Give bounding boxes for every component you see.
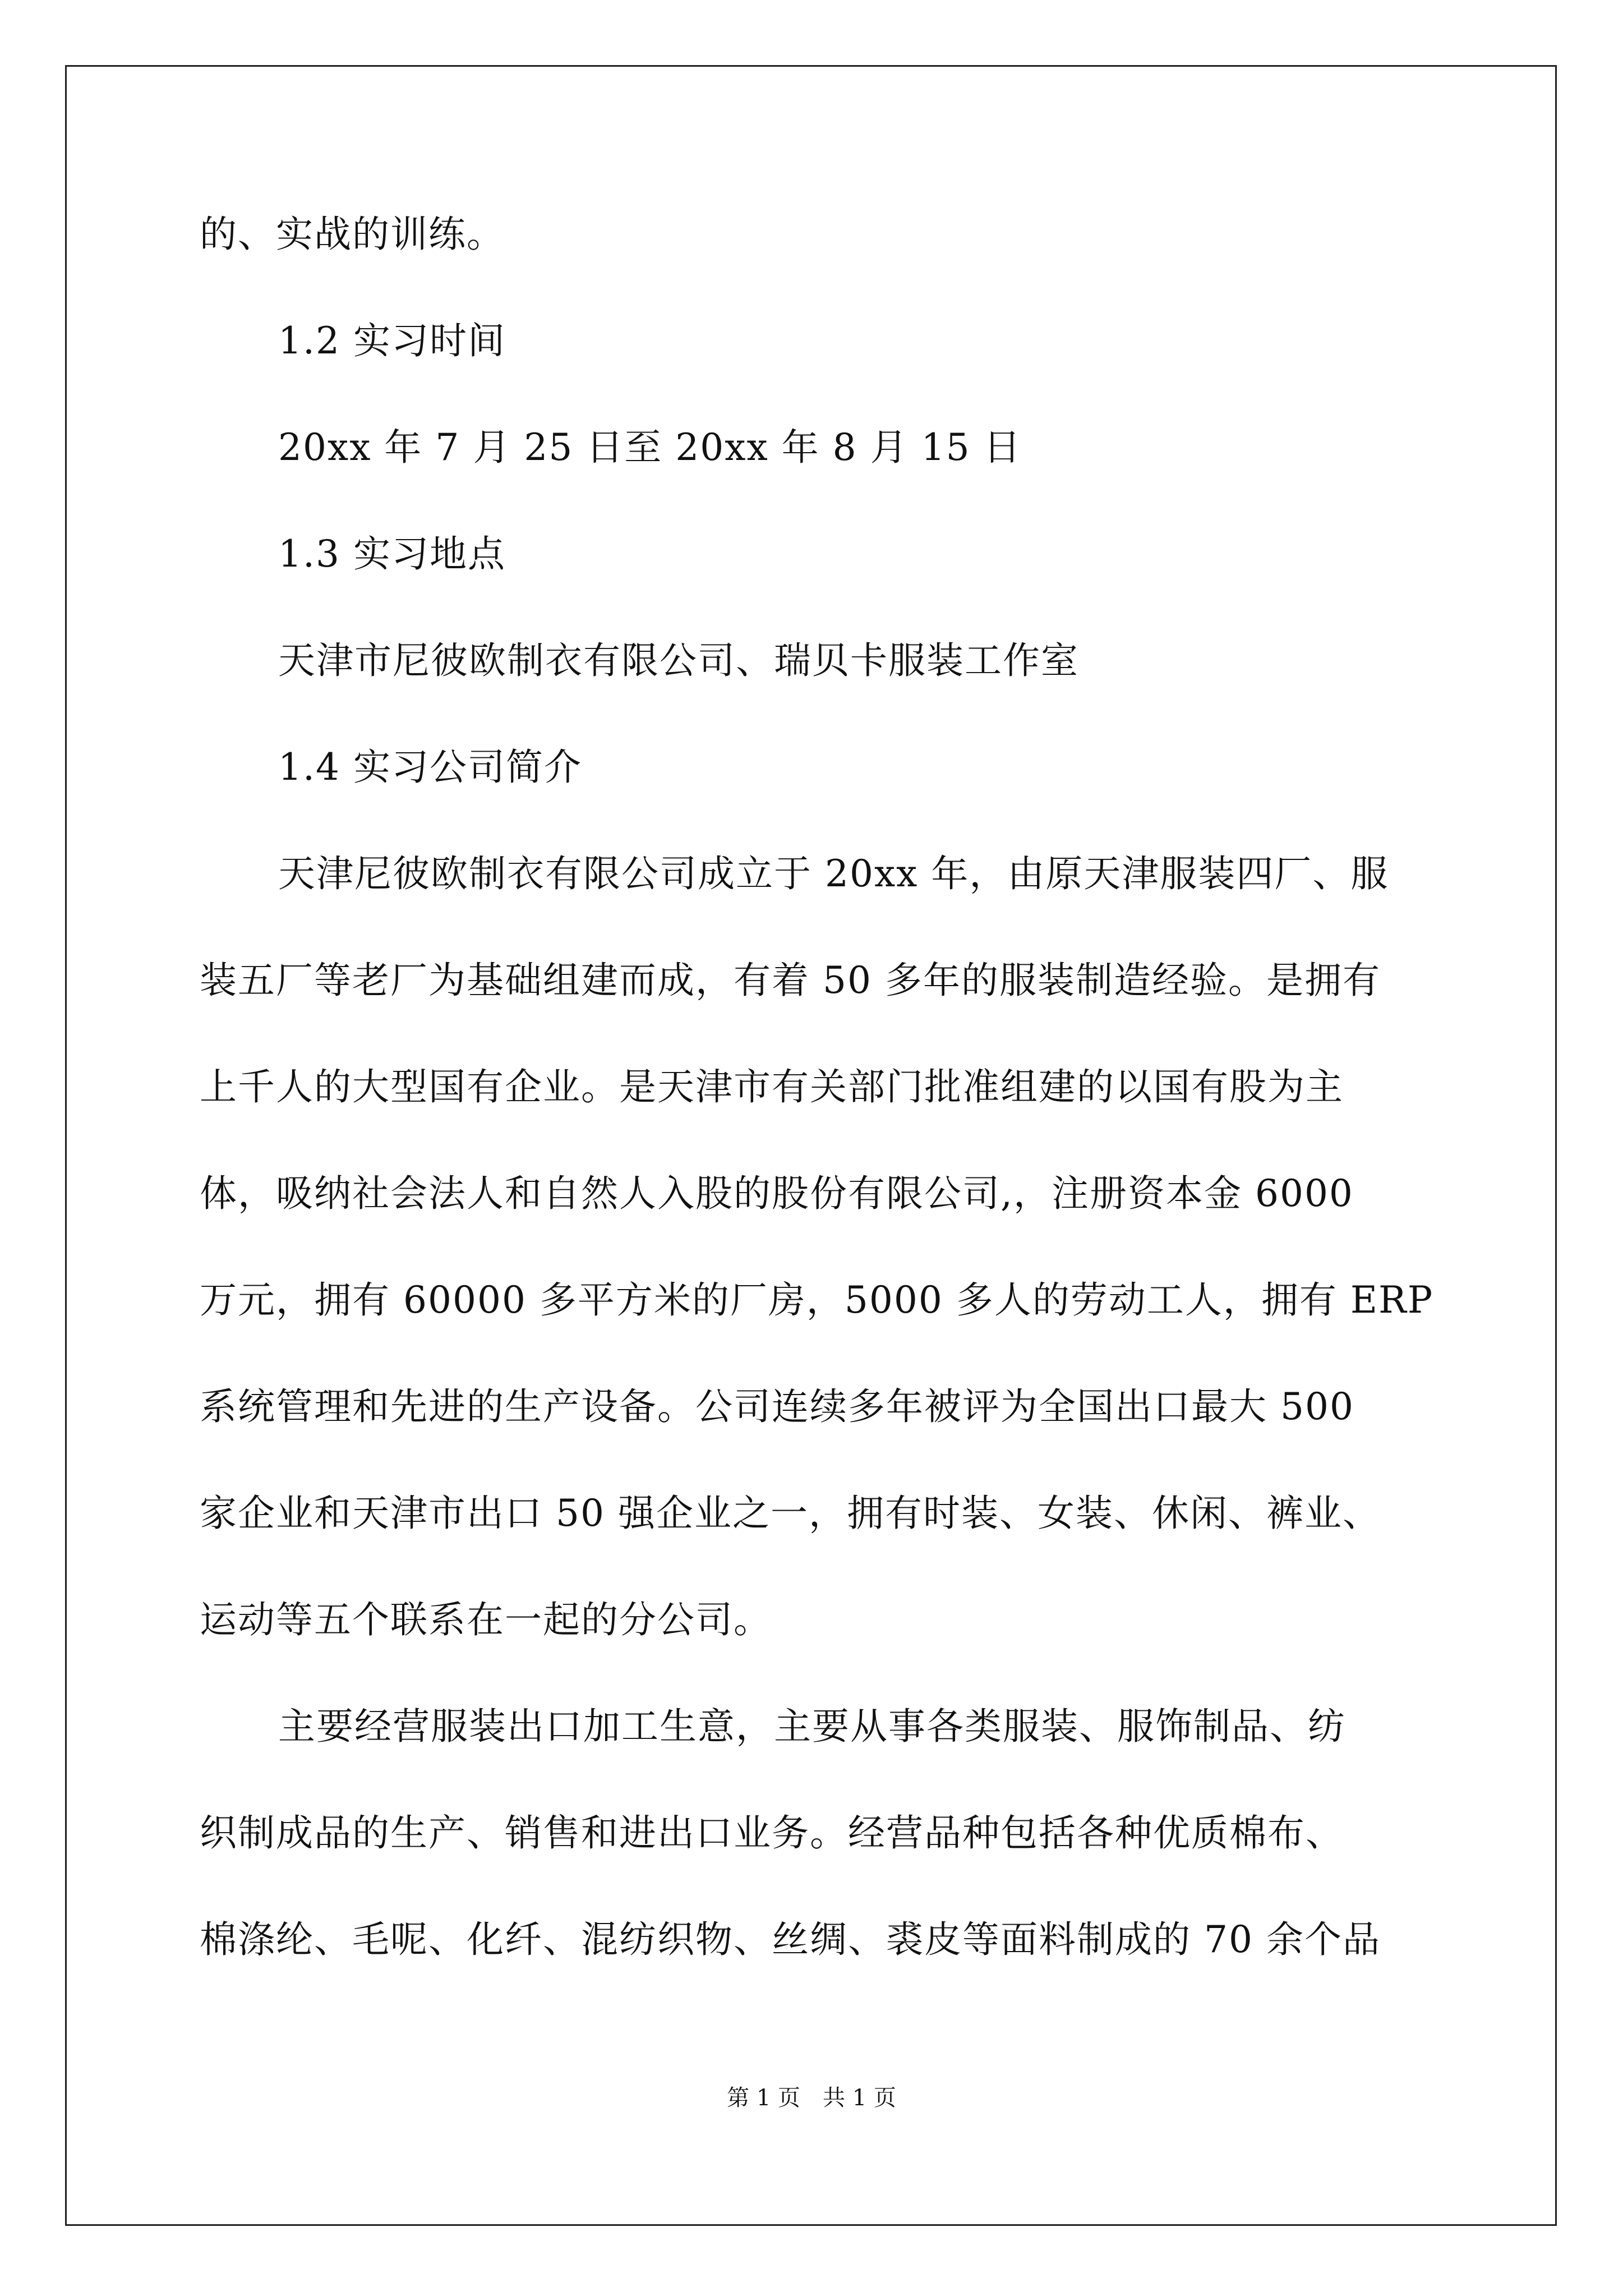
text-line: 系统管理和先进的生产设备。公司连续多年被评为全国出口最大 500 <box>200 1385 1354 1428</box>
text-line: 的、实战的训练。 <box>200 213 505 256</box>
text-line: 天津市尼彼欧制衣有限公司、瑞贝卡服装工作室 <box>278 639 1079 682</box>
text-line: 20xx 年 7 月 25 日至 20xx 年 8 月 15 日 <box>278 426 1022 469</box>
text-line: 上千人的大型国有企业。是天津市有关部门批准组建的以国有股为主 <box>200 1065 1344 1108</box>
page-number: 第 1 页 共 1 页 <box>727 2085 896 2111</box>
text-line: 装五厂等老厂为基础组建而成，有着 50 多年的服装制造经验。是拥有 <box>200 959 1381 1002</box>
text-line: 体，吸纳社会法人和自然人入股的股份有限公司,，注册资本金 6000 <box>200 1172 1354 1215</box>
section-heading: 1.3 实习地点 <box>278 532 506 576</box>
text-line: 家企业和天津市出口 50 强企业之一，拥有时装、女装、休闲、裤业、 <box>200 1492 1381 1535</box>
text-line: 天津尼彼欧制衣有限公司成立于 20xx 年，由原天津服装四厂、服 <box>278 852 1389 895</box>
page-footer <box>0 2084 1623 2112</box>
text-line: 织制成品的生产、销售和进出口业务。经营品种包括各种优质棉布、 <box>200 1811 1344 1855</box>
section-heading: 1.4 实习公司简介 <box>278 746 582 789</box>
text-line: 运动等五个联系在一起的分公司。 <box>200 1598 772 1641</box>
text-line: 棉涤纶、毛呢、化纤、混纺织物、丝绸、裘皮等面料制成的 70 余个品 <box>200 1918 1381 1961</box>
page-border <box>65 65 1557 2226</box>
text-line: 主要经营服装出口加工生意，主要从事各类服装、服饰制品、纺 <box>278 1705 1346 1748</box>
section-heading: 1.2 实习时间 <box>278 319 506 362</box>
text-line: 万元，拥有 60000 多平方米的厂房，5000 多人的劳动工人，拥有 ERP <box>200 1278 1434 1322</box>
